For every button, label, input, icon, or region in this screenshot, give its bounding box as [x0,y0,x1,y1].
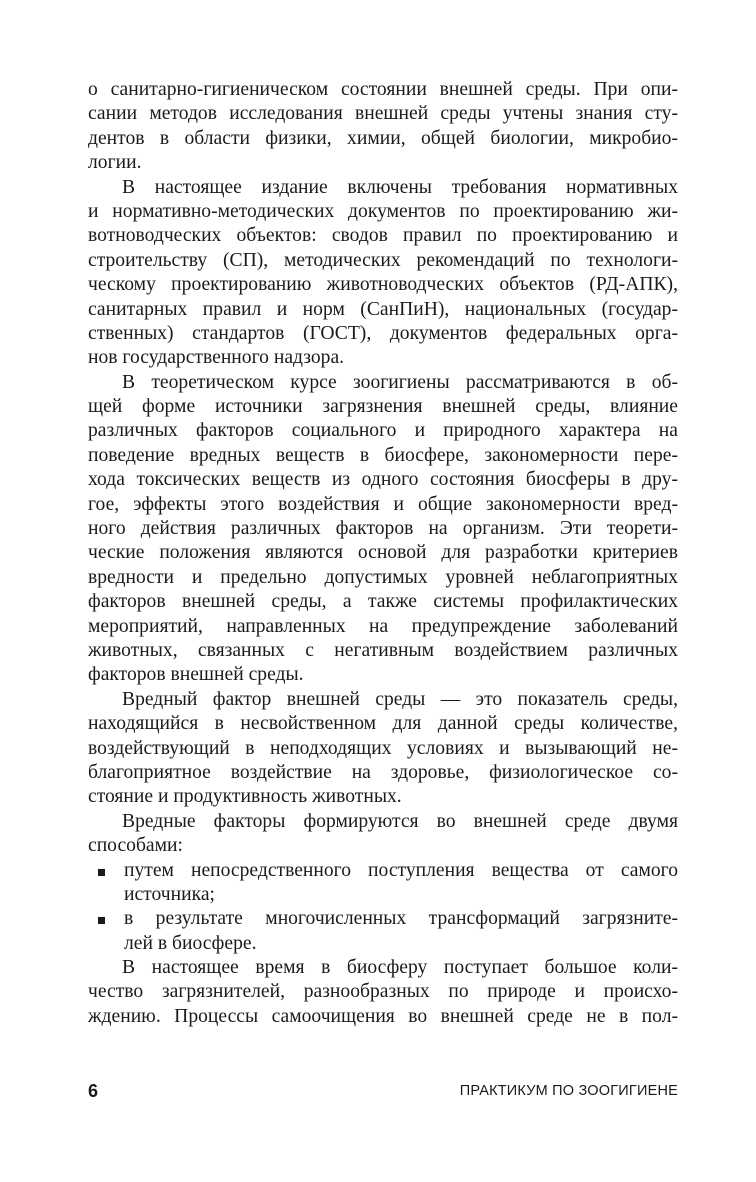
page-body [88,78,678,1029]
paragraph-6 [88,956,678,1029]
text-line: хода токсических веществ из одного состояния биосферы в дру- [88,469,678,491]
paragraph-2 [88,176,678,371]
text-line: В настоящее издание включены требования нормативных [122,176,678,198]
text-line: благоприятное воздействие на здоровье, физиологическое со- [88,761,678,783]
paragraph-3 [88,371,678,688]
text-line: различных факторов социального и природного характера на [88,420,678,442]
text-line: воздействующий в неподходящих условиях и вызывающий не- [88,737,678,759]
text-line: строительству (СП), методических рекомендаций по технологи- [88,249,678,271]
text-line: вотноводческих объектов: сводов правил по проектированию и [88,225,678,247]
running-title: ПРАКТИКУМ ПО ЗООГИГИЕНЕ [459,1083,678,1099]
text-line: чество загрязнителей, разнообразных по природе и происхо- [88,981,678,1003]
text-line: в результате многочисленных трансформаций загрязните- [124,908,678,930]
bullet-line [88,859,678,883]
text-line: стояние и продуктивность животных. [88,786,402,808]
text-line: мероприятий, направленных на предупреждение заболеваний [88,615,678,637]
paragraph-1 [88,78,678,176]
text-line: факторов внешней среды, а также системы профилактических [88,591,678,613]
text-line: и нормативно-методических документов по проектированию жи- [88,200,678,222]
paragraph-4 [88,688,678,810]
text-line: лей в биосфере. [124,932,257,954]
text-line: путем непосредственного поступления вещества от самого [124,859,678,881]
text-line: ческому проектированию животноводческих объектов (РД-АПК), [88,274,678,296]
text-line: о санитарно-гигиеническом состоянии внешней среды. При опи- [88,79,678,100]
text-line: способами: [88,835,183,857]
text-line: щей форме источники загрязнения внешней среды, влияние [88,396,678,418]
page-footer [88,1079,678,1103]
text-line: сании методов исследования внешней среды учтены знания сту- [88,103,678,125]
square-bullet-icon [98,917,105,924]
text-line: логии. [88,152,142,174]
text-line: поведение вредных веществ в биосфере, закономерности пере- [88,444,678,466]
text-line: Вредный фактор внешней среды — это показатель среды, [122,688,678,710]
bullet-item-1 [88,859,678,908]
text-line: В теоретическом курсе зоогигиены рассматриваются в об- [122,371,678,393]
text-line: санитарных правил и норм (СанПиН), национальных (государ- [88,298,678,320]
bullet-line [88,907,678,931]
text-line: источника; [124,883,215,905]
text-line: ждению. Процессы самоочищения во внешней среде не в пол- [88,1005,678,1027]
text-line: дентов в области физики, химии, общей биологии, микробио- [88,127,678,149]
text-line: находящийся в несвойственном для данной среды количестве, [88,713,678,735]
text-line: гое, эффекты этого воздействия и общие закономерности вред- [88,493,678,515]
page-number: 6 [88,1081,99,1101]
text-line: ческие положения являются основой для разработки критериев [88,542,678,564]
text-line: животных, связанных с негативным воздействием различных [88,639,678,661]
square-bullet-icon [98,869,105,876]
text-line: В настоящее время в биосферу поступает большое коли- [122,957,678,979]
text-line: вредности и предельно допустимых уровней неблагоприятных [88,566,678,588]
bullet-item-2 [88,907,678,956]
text-line: нов государственного надзора. [88,347,345,369]
text-line: Вредные факторы формируются во внешней среде двумя [122,810,678,832]
text-line: ственных) стандартов (ГОСТ), документов федеральных орга- [88,322,678,344]
text-line: факторов внешней среды. [88,664,304,686]
text-line: ного действия различных факторов на организм. Эти теорети- [88,518,678,540]
paragraph-5 [88,810,678,859]
